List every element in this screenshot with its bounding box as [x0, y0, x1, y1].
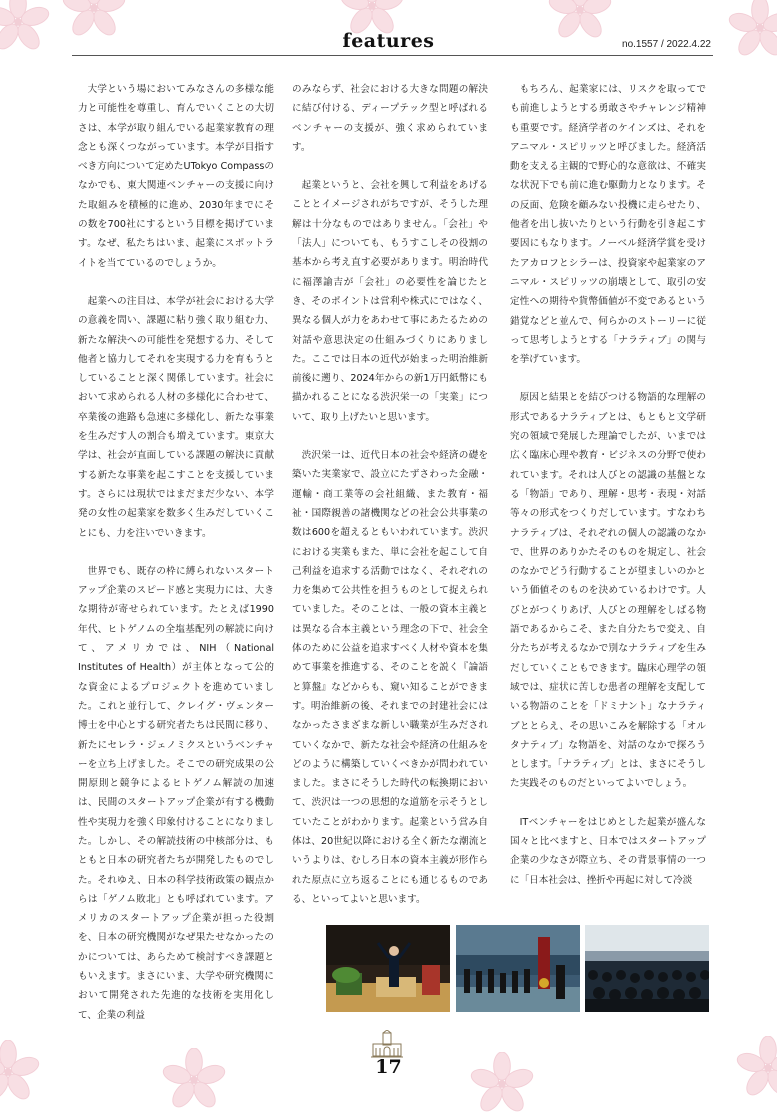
- audience-photo-icon: [585, 925, 709, 1012]
- paragraph: ITベンチャーをはじめとした起業が盛んな国々と比べますと、日本ではスタートアップ企業の少なさが際立ち、その背景事情の一つに「日本社会は、挫折や再起に対して冷淡: [510, 816, 706, 886]
- paragraph: 起業というと、会社を興して利益をあげることとイメージされがちですが、そうした理解は十分なものではありません。「会社」や「法人」についても、もうすこしその役割の基本から考え直す必要があります。明治時代に福澤諭吉が「会社」の必要性を論じたとき、そのポイントは営利や株式にではなく、異なる個人が力をあわせて事にあたるための対話や意思決定の仕組みづくりにありました。ここでは日本の近代が始まった明治維新前後に遡り、2024年からの新1万円紙幣にも描かれることになる渋沢栄一の「実業」について、取り上げたいと思います。: [292, 180, 488, 423]
- article-column-1: [78, 80, 274, 1044]
- section-title: features: [342, 30, 435, 52]
- paragraph: 原因と結果とを結びつける物語的な理解の形式であるナラティブとは、もともと文学研究の領域で発展した理論でしたが、いまでは広く臨床心理や教育・ビジネスの分野で使われています。それは人びとの認識の基盤となる「物語」であり、理解・思考・表現・対話等々の形式をつくりだしています。すなわちナラティブは、それぞれの個人の認識のなかで、世界のありかたそのものを規定し、社会のなかでどう行動することが望ましいのかという価値そのものを決めているわけです。人びとがつくりあげ、人びとの理解をしばる物語であるからこそ、また自分たちで変え、自分たちが考えるなかで別なナラティブを生みだしていくこともできます。臨床心理学の領域では、症状に苦しむ患者の理解を支配している物語のことを「ドミナント」なナラティブととらえ、その思いこみを解除する「オルタナティブ」な物語を、対話のなかで探ろうとします。「ナラティブ」とは、まさにそうした実践そのものだといってよいでしょう。: [510, 392, 706, 790]
- paragraph: もちろん、起業家には、リスクを取ってでも前進しようとする勇敢さやチャレンジ精神も重要です。経済学者のケインズは、それをアニマル・スピリッツと呼びました。経済活動を支える主観的で野心的な意欲は、不確実な状況下でも前に進む駆動力となります。その反面、危険を顧みない投機に走らせたり、他者を出し抜いたりという行動を引き起こす要因にもなります。ノーベル経済学賞を受けたアカロフとシラーは、投資家や起業家のアニマル・スピリッツの崩壊として、取引の安定性への期待や貨幣価値が不変であるという錯覚などと並んで、何らかのストーリーに従って思考しようとする「ナラティブ」の関与を挙げています。: [510, 84, 706, 366]
- article-column-3: [510, 80, 706, 909]
- ceremony-speaker-photo-icon: [326, 925, 450, 1012]
- paragraph: 渋沢栄一は、近代日本の社会や経済の礎を築いた実業家で、設立にたずさわった金融・運輸・商工業等の会社組織、また教育・福祉・国際親善の諸機関などの社会公共事業の数は600を超えるともいわれています。渋沢における実業もまた、単に会社を起こして自己利益を追求する活動ではなく、それぞれの力を集めて公共性を担うものとして捉えられていました。そのことは、一般の資本主義とは異なる合本主義という理念の下で、社会全体のために公益を追求すべく人材や資本を集めて事業を推進する、そのことを説く『論語と算盤』などからも、窺い知ることができます。明治維新の後、それまでの封建社会にはなかったさまざまな新しい職業が生みだされていくなかで、新たな社会や経済の仕組みをどのように構築していくべきかが問われていました。まさにそうした時代の転換期において、渋沢は一つの思想的な道筋を示そうとしていたことがわかります。起業という営み自体は、20世紀以降における全く新たな潮流というよりは、むしろ日本の資本主義が形作られた原点に立ち返ることにも通じるものである、といってよいと思います。: [292, 450, 488, 905]
- header-divider: [72, 55, 713, 56]
- paragraph: のみならず、社会における大きな問題の解決に結び付ける、ディープテック型と呼ばれるベンチャーの支援が、強く求められています。: [292, 84, 488, 153]
- issue-number-date: no.1557 / 2022.4.22: [622, 39, 711, 50]
- stadium-procession-photo-icon: [456, 925, 580, 1012]
- paragraph: 起業への注目は、本学が社会における大学の意義を問い、課題に粘り強く取り組む力、新たな解決への可能性を発想する力、そして他者と協力してそれを実現する力を育もうとしていることと深く関係しています。社会において求められる人材の多様化に合わせて、卒業後の進路も急速に多様化し、新たな事業を生みだす人の割合も増えています。東京大学は、社会が直面している課題の解決に貢献する新たな事業を起こすことを支援しています。さらには現状ではまだまだ少ない、本学発の女性の起業家を数多く生みだしていくことにも、力を注いでいきます。: [78, 295, 274, 539]
- paragraph: 世界でも、既存の枠に縛られないスタートアップ企業のスピード感と実現力には、大きな期待が寄せられています。たとえば1990年代、ヒトゲノムの全塩基配列の解読に向けて、アメリカでは、NIH（National Institutes of Health）が主体となって公的な資金によるプロジェクトを進めていました。これと並行して、クレイグ・ヴェンター博士を中心とする研究者たちは民間に移り、新たにセレラ・ジェノミクスというベンチャーを立ち上げました。そこでの研究成果の公開原則と競争によるヒトゲノム解読の加速は、民間のスタートアップ企業が有する機動性や実現力を強く印象付けることになりました。しかし、その解読技術の中核部分は、もともと日本の研究者たちが開発したものでした。それゆえ、日本の科学技術政策の観点からは「ゲノム敗北」とも呼ばれています。アメリカのスタートアップ企業が担った役割を、日本の研究機関がなぜ果たせなかったのかについては、あらためて検討すべき課題ともいえます。まさにいま、大学や研究機関において開発された先進的な技術を実用化して、企業の利益: [78, 565, 274, 1021]
- paragraph: 大学という場においてみなさんの多様な能力と可能性を尊重し、育んでいくことの大切さは、本学が取り組んでいる起業家教育の理念とも深くつながっています。本学が目指すべき方向について定めたUTokyo Compassのなかでも、東大関連ベンチャーの支援に向けた取組みを積極的に進め、2030年までにその数を700社にするという目標を掲げています。なぜ、私たちはいま、起業にスポットライトを当てているのでしょうか。: [78, 84, 274, 269]
- page-number: 17: [375, 1056, 402, 1078]
- article-column-2: [292, 80, 488, 928]
